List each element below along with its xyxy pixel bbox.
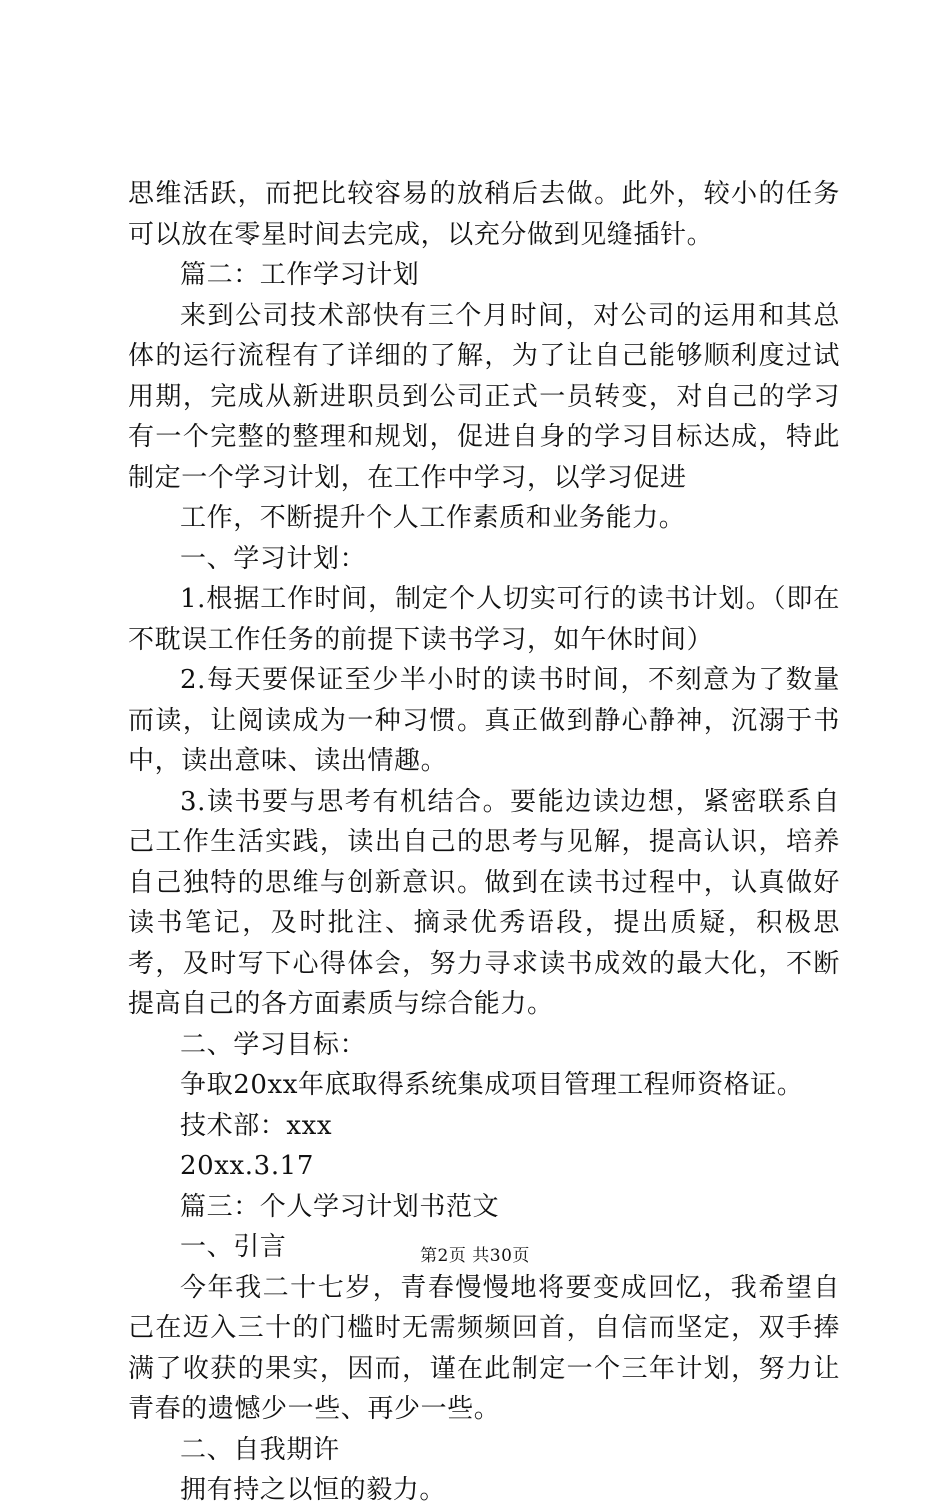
paragraph: 思维活跃，而把比较容易的放稍后去做。此外，较小的任务可以放在零星时间去完成，以充分做到见缝插针。	[128, 179, 840, 250]
list-item: 1.根据工作时间，制定个人切实可行的读书计划。（即在不耽误工作任务的前提下读书学习，如午休时间）	[128, 584, 840, 655]
section-heading: 一、学习计划：	[180, 543, 367, 574]
signature-department: 技术部：xxx	[180, 1110, 333, 1141]
section-heading: 篇三：个人学习计划书范文	[180, 1191, 500, 1222]
section-heading: 二、学习目标：	[180, 1029, 367, 1060]
paragraph: 今年我二十七岁，青春慢慢地将要变成回忆，我希望自己在迈入三十的门槛时无需频频回首，自信而坚定，双手捧满了收获的果实，因而，谨在此制定一个三年计划，努力让青春的遗憾少一些、再少一些。	[128, 1272, 840, 1424]
paragraph: 争取20xx年底取得系统集成项目管理工程师资格证。	[180, 1070, 804, 1100]
section-heading: 篇二：工作学习计划	[180, 260, 420, 290]
list-item: 2.每天要保证至少半小时的读书时间，不刻意为了数量而读，让阅读成为一种习惯。真正做到静心静神，沉溺于书中，读出意味、读出情趣。	[128, 665, 840, 776]
signature-date: 20xx.3.17	[180, 1151, 314, 1181]
paragraph: 工作，不断提升个人工作素质和业务能力。	[180, 503, 686, 533]
paragraph: 来到公司技术部快有三个月时间，对公司的运用和其总体的运行流程有了详细的了解，为了让自己能够顺利度过试用期，完成从新进职员到公司正式一员转变，对自己的学习有一个完整的整理和规划，促进自身的学习目标达成，特此制定一个学习计划，在工作中学习，以学习促进	[128, 300, 840, 493]
document-body	[128, 174, 840, 1511]
page-number-footer: 第2页 共30页	[420, 1246, 530, 1266]
section-heading: 一、引言	[180, 1232, 287, 1262]
paragraph: 拥有持之以恒的毅力。	[180, 1475, 447, 1505]
list-item: 3.读书要与思考有机结合。要能边读边想，紧密联系自己工作生活实践，读出自己的思考与见解，提高认识，培养自己独特的思维与创新意识。做到在读书过程中，认真做好读书笔记，及时批注、摘录优秀语段，提出质疑，积极思考，及时写下心得体会，努力寻求读书成效的最大化，不断提高自己的各方面素质与综合能力。	[128, 786, 840, 1019]
section-heading: 二、自我期许	[180, 1434, 340, 1465]
